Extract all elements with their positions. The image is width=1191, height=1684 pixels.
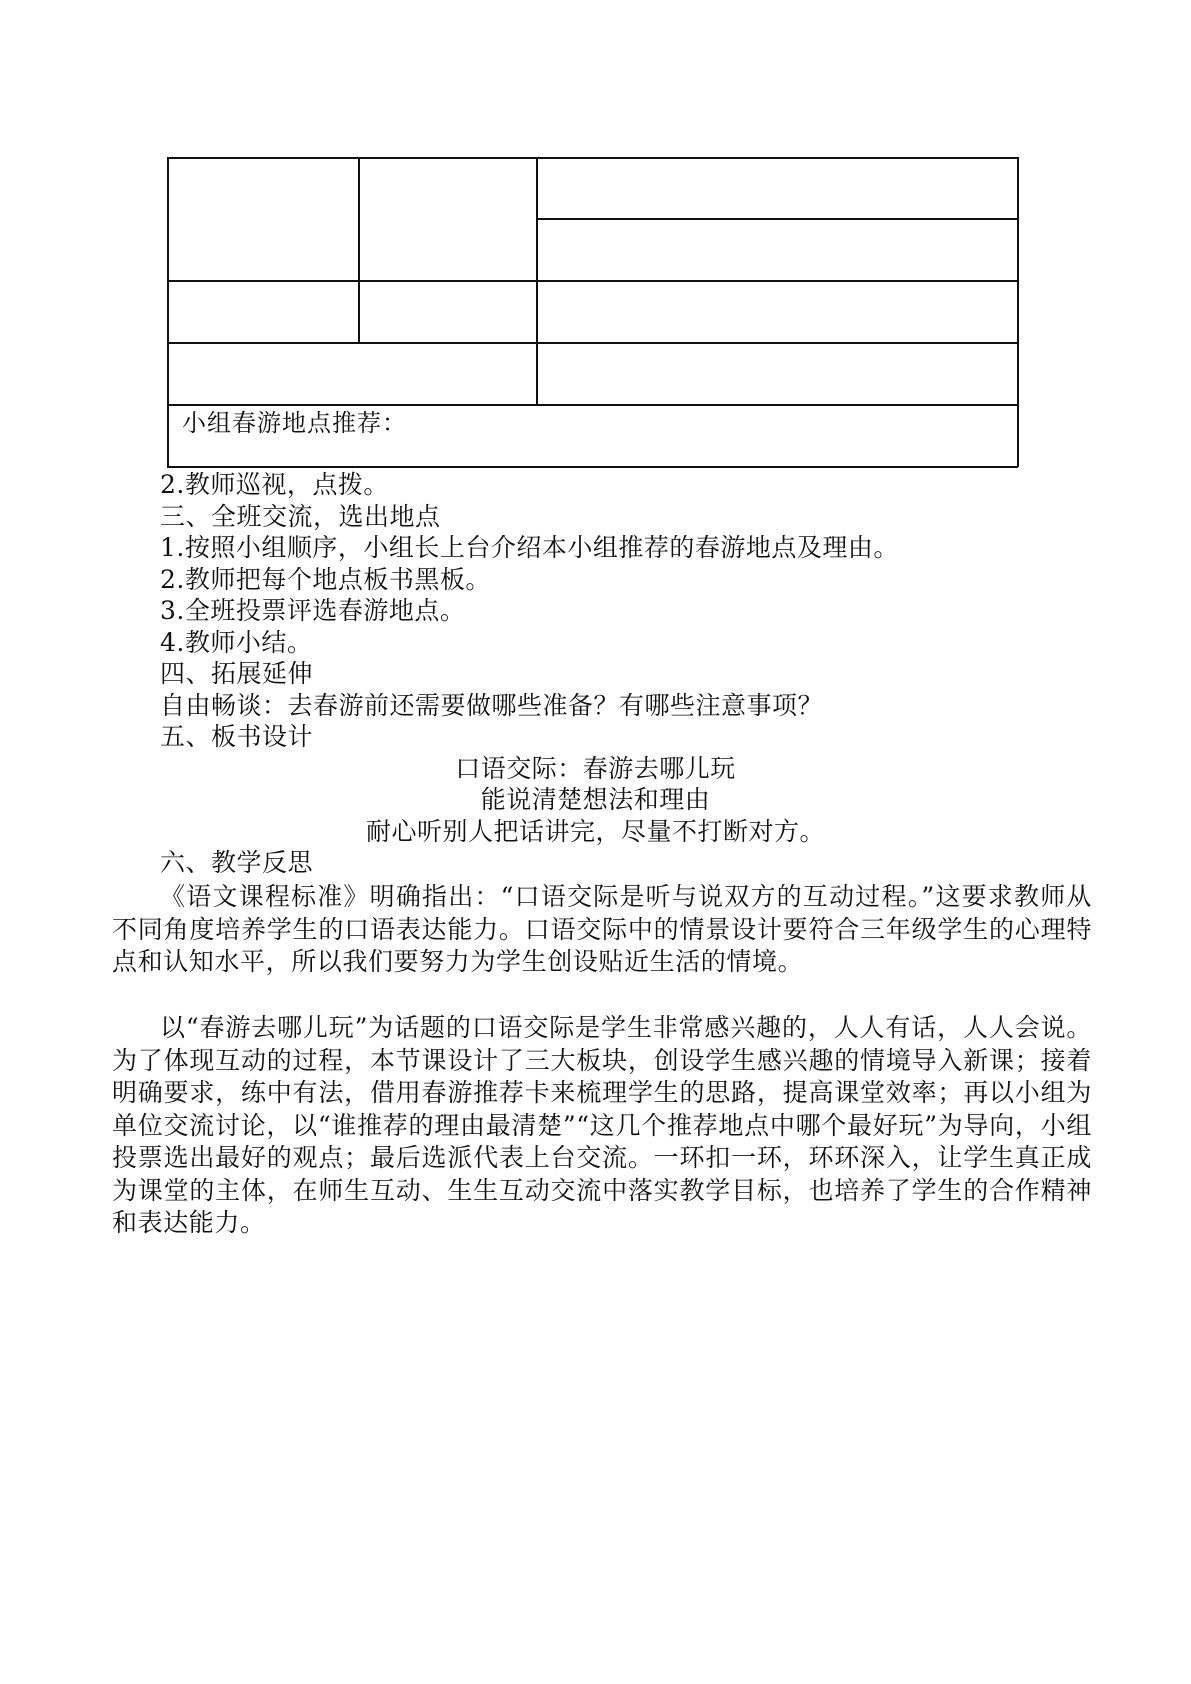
list-item: 3.全班投票评选春游地点。	[160, 596, 466, 625]
section-heading: 六、教学反思	[160, 848, 314, 877]
reflection-paragraph: 以“春游去哪儿玩”为话题的口语交际是学生非常感兴趣的，人人有话，人人会说。为了体现互动的过程，本节课设计了三大板块，创设学生感兴趣的情境导入新课；接着明确要求，练中有法，借用春游推荐卡来梳理学生的思路，提高课堂效率；再以小组为单位交流讨论，以“谁推荐的理由最清楚”“这几个推荐地点中哪个最好玩”为导向，小组投票选出最好的观点；最后选派代表上台交流。一环扣一环，环环深入，让学生真正成为课堂的主体，在师生互动、生生互动交流中落实教学目标，也培养了学生的合作精神和表达能力。	[112, 1013, 1092, 1237]
table-rule	[167, 342, 1018, 344]
table-col-rule	[536, 157, 538, 405]
table-col-rule	[358, 157, 360, 343]
table-rule	[167, 404, 1018, 406]
table-rule	[536, 218, 1018, 220]
board-line: 口语交际：春游去哪儿玩	[455, 754, 736, 783]
table-border-top	[167, 157, 1018, 159]
list-item: 2.教师把每个地点板书黑板。	[160, 565, 491, 594]
board-line: 能说清楚想法和理由	[480, 785, 711, 814]
section-heading: 三、全班交流，选出地点	[160, 502, 441, 531]
section-heading: 四、拓展延伸	[160, 659, 314, 688]
board-line: 耐心听别人把话讲完，尽量不打断对方。	[365, 817, 825, 846]
list-item: 1.按照小组顺序，小组长上台介绍本小组推荐的春游地点及理由。	[160, 533, 899, 562]
reflection-paragraph: 《语文课程标准》明确指出：“口语交际是听与说双方的互动过程。”这要求教师从不同角度培养学生的口语表达能力。口语交际中的情景设计要符合三年级学生的心理特点和认知水平，所以我们要努力为学生创设贴近生活的情境。	[112, 882, 1092, 976]
recommend-card-label: 小组春游地点推荐：	[182, 409, 407, 437]
list-item: 4.教师小结。	[160, 628, 313, 657]
extension-text: 自由畅谈：去春游前还需要做哪些准备？有哪些注意事项？	[160, 691, 824, 720]
section-heading: 五、板书设计	[160, 722, 314, 751]
step-teacher-patrol: 2.教师巡视，点拨。	[160, 470, 389, 499]
table-border-left	[167, 157, 169, 467]
table-rule	[167, 280, 1018, 282]
table-border-right	[1017, 157, 1019, 467]
table-border-bottom	[167, 466, 1018, 468]
